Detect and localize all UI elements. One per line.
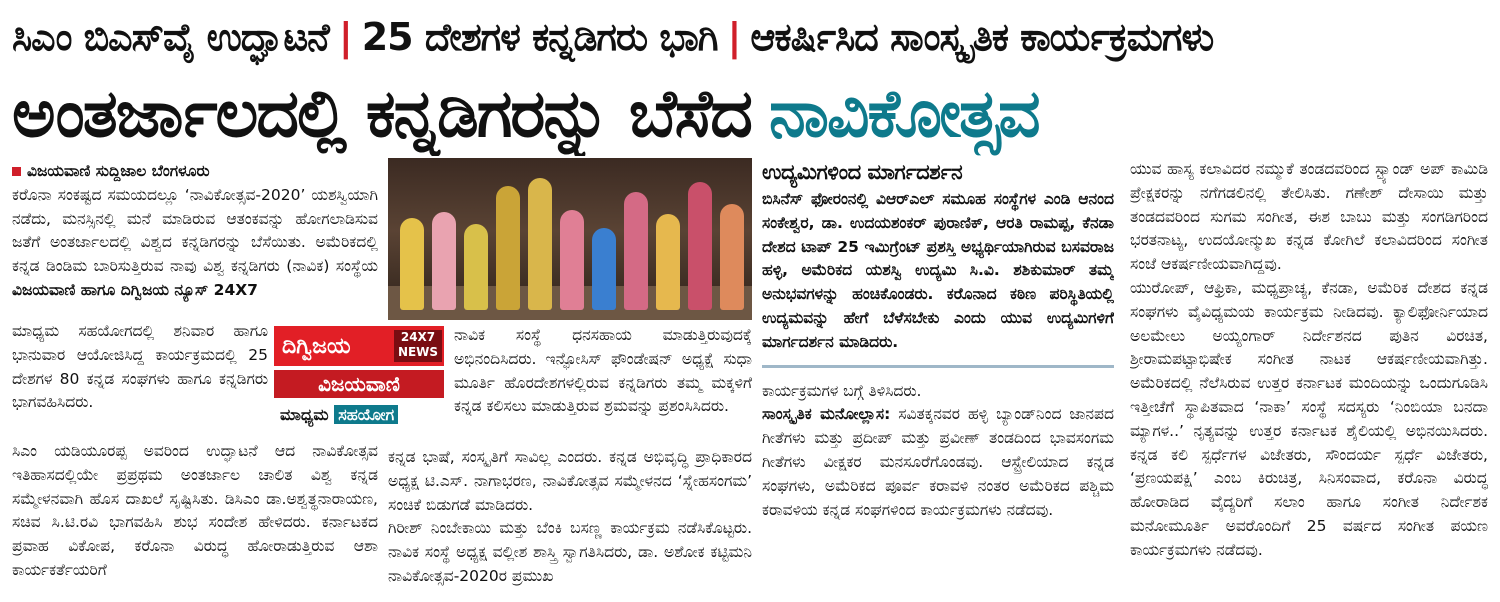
column-2	[454, 324, 752, 444]
kicker-part-2: 25 ದೇಶಗಳ ಕನ್ನಡಿಗರು ಭಾಗಿ	[361, 14, 718, 59]
column-3-text: ಸವಿತಕ್ಕನವರ ಹಳ್ಳಿ ಬ್ಯಾಂಡ್‌ನಿಂದ ಜಾನಪದ ಗೀತೆಗಳು ಮತ್ತು ಪ್ರದೀಪ್ ಮತ್ತು ಪ್ರವೀಣ್ ತಂಡದಿಂದ ಭಾವಸಂಗಮ ಗೀತೆಗಳು ವೀಕ್ಷಕರ ಮನಸೂರೆಗೊಂಡವು. ಆಸ್ಟ್ರೇಲಿಯಾದ ಕನ್ನಡ ಸಂಘಗಳು, ಅಮೆರಿಕದ ಪೂರ್ವ ಕರಾವಳಿ ನಂತರ ಅಮೆರಿಕದ ಪಶ್ಚಿಮ ಕರಾವಳಿಯ ಕನ್ನಡ ಸಂಘಗಳಿಂದ ಕಾರ್ಯಕ್ರಮಗಳು ನಡೆದವು.	[762, 405, 1114, 519]
photo-performer	[560, 210, 584, 310]
column-2-bottom	[388, 446, 752, 592]
media-partner-logo	[270, 322, 448, 436]
column-2-paragraph-3: ಗಿರೀಶ್ ನಿಂಬೇಕಾಯಿ ಮತ್ತು ಬೆಂಕಿ ಬಸಣ್ಣ ಕಾರ್ಯಕ್ರಮ ನಡೆಸಿಕೊಟ್ಟರು. ನಾವಿಕ ಸಂಸ್ಥೆ ಅಧ್ಯಕ್ಷ ವಲ್ಲೀಶ ಶಾಸ್ತ್ರಿ ಸ್ವಾಗತಿಸಿದರು, ಡಾ. ಅಶೋಕ ಕಟ್ಟಿಮನಿ ನಾವಿಕೋತ್ಸವ-2020ರ ಪ್ರಮುಖ	[388, 519, 752, 585]
photo-performer	[464, 224, 488, 310]
kicker-part-3: ಆಕರ್ಷಿಸಿದ ಸಾಂಸ್ಕೃತಿಕ ಕಾರ್ಯಕ್ರಮಗಳು	[750, 14, 1214, 59]
column-3-bold: ಸಾಂಸ್ಕೃತಿಕ ಮನೋಲ್ಲಾಸ:	[762, 405, 891, 424]
logo-media-suffix: ಸಹಯೋಗ	[334, 405, 398, 424]
photo-performer	[688, 182, 712, 310]
photo-performer	[624, 192, 648, 310]
kicker-separator: |	[338, 15, 352, 59]
kicker-part-1: ಸಿಎಂ ಬಿಎಸ್‌ವೈ ಉದ್ಘಾಟನೆ	[12, 14, 329, 59]
photo-performer	[592, 228, 616, 310]
column-1	[12, 160, 378, 320]
logo-paper: ವಿಜಯವಾಣಿ	[274, 370, 444, 398]
column-3-paragraph-1: ಬಿಸಿನೆಸ್ ಫೋರಂನಲ್ಲಿ ವಿಆರ್‌ಎಲ್ ಸಮೂಹ ಸಂಸ್ಥೆಗಳ ಎಂಡಿ ಆನಂದ ಸಂಕೇಶ್ವರ, ಡಾ. ಉದಯಶಂಕರ್ ಪುರಾಣಿಕ್, ಆರತಿ ರಾಮಪ್ಪ, ಕೆನಡಾ ದೇಶದ ಟಾಪ್ 25 ಇಮಿಗ್ರೆಂಟ್ ಪ್ರಶಸ್ತಿ ಅಭ್ಯರ್ಥಿಯಾಗಿರುವ ಬಸವರಾಜ ಹಳ್ಳಿ, ಅಮೆರಿಕದ ಯಶಸ್ವಿ ಉದ್ಯಮಿ ಸಿ.ವಿ. ಶಶಿಕುಮಾರ್ ತಮ್ಮ ಅನುಭವಗಳನ್ನು ಹಂಚಿಕೊಂಡರು. ಕರೊನಾದ ಕಠಿಣ ಪರಿಸ್ಥಿತಿಯಲ್ಲಿ ಉದ್ಯಮವನ್ನು ಹೇಗೆ ಬೆಳೆಸಬೇಕು ಎಂದು ಯುವ ಉದ್ಯಮಿಗಳಿಗೆ ಮಾರ್ಗದರ್ಶನ ಮಾಡಿದರು.	[762, 190, 1114, 351]
column-1-bottom	[12, 440, 378, 590]
column-2-paragraph-2: ಕನ್ನಡ ಭಾಷೆ, ಸಂಸ್ಕೃತಿಗೆ ಸಾವಿಲ್ಲ ಎಂದರು. ಕನ್ನಡ ಅಭಿವೃದ್ಧಿ ಪ್ರಾಧಿಕಾರದ ಅಧ್ಯಕ್ಷ ಟಿ.ಎಸ್. ನಾಗಾಭರಣ, ನಾವಿಕೋತ್ಸವ ಸಮ್ಮೇಳನದ ‘ಸ್ನೇಹಸಂಗಮ’ ಸಂಚಿಕೆ ಬಿಡುಗಡೆ ಮಾಡಿದರು.	[388, 448, 752, 514]
byline	[12, 160, 378, 184]
column-1-bold: ವಿಜಯವಾಣಿ ಹಾಗೂ ದಿಗ್ವಿಜಯ ನ್ಯೂಸ್ 24X7	[12, 280, 258, 299]
column-2-paragraph-1: ನಾವಿಕ ಸಂಸ್ಥೆ ಧನಸಹಾಯ ಮಾಡುತ್ತಿರುವುದಕ್ಕೆ ಅಭಿನಂದಿಸಿದರು. ಇನ್ಫೋಸಿಸ್ ಫೌಂಡೇಷನ್ ಅಧ್ಯಕ್ಷೆ ಸುಧಾ ಮೂರ್ತಿ ಹೊರದೇಶಗಳಲ್ಲಿರುವ ಕನ್ನಡಿಗರು ತಮ್ಮ ಮಕ್ಕಳಿಗೆ ಕನ್ನಡ ಕಲಿಸಲು ಮಾಡುತ್ತಿರುವ ಶ್ರಮವನ್ನು ಪ್ರಶಂಸಿಸಿದರು.	[454, 326, 752, 416]
column-1-paragraph-1	[12, 184, 378, 303]
column-1-text: ಕರೊನಾ ಸಂಕಷ್ಟದ ಸಮಯದಲ್ಲೂ ‘ನಾವಿಕೋತ್ಸವ-2020’ ಯಶಸ್ವಿಯಾಗಿ ನಡೆದು, ಮನಸ್ಸಿನಲ್ಲಿ ಮನೆ ಮಾಡಿರುವ ಆತಂಕವನ್ನು ಹೋಗಲಾಡಿಸುವ ಜತೆಗೆ ಅಂತರ್ಜಾಲದಲ್ಲಿ ವಿಶ್ವದ ಕನ್ನಡಿಗರನ್ನು ಬೆಸೆಯಿತು. ಅಮೆರಿಕದಲ್ಲಿ ಕನ್ನಡ ಡಿಂಡಿಮ ಬಾರಿಸುತ್ತಿರುವ ನಾವು ವಿಶ್ವ ಕನ್ನಡಿಗರು (ನಾವಿಕ) ಸಂಸ್ಥೆಯ	[12, 185, 378, 276]
logo-brand: ದಿಗ್ವಿಜಯ	[282, 333, 351, 359]
column-4-paragraph-2: ಯುರೋಪ್, ಆಫ್ರಿಕಾ, ಮಧ್ಯಪ್ರಾಚ್ಯ, ಕೆನಡಾ, ಅಮೆರಿಕ ದೇಶದ ಕನ್ನಡ ಸಂಘಗಳು ವೈವಿಧ್ಯಮಯ ಕಾರ್ಯಕ್ರಮ ನೀಡಿದವು. ಕ್ಯಾಲಿಫೋರ್ನಿಯಾದ ಅಲಮೇಲು ಅಯ್ಯಂಗಾರ್ ನಿರ್ದೇಶನದ ಪುತಿನ ವಿರಚಿತ, ಶ್ರೀರಾಮಪಟ್ಟಾಭಿಷೇಕ ಸಂಗೀತ ನಾಟಕ ಆಕರ್ಷಣೀಯವಾಗಿತ್ತು. ಅಮೆರಿಕದಲ್ಲಿ ನೆಲೆಸಿರುವ ಉತ್ತರ ಕರ್ನಾಟಕ ಮಂದಿಯನ್ನು ಒಂದುಗೂಡಿಸಿ ಇತ್ತೀಚೆಗೆ ಸ್ಥಾಪಿತವಾದ ‘ನಾಕಾ’ ಸಂಸ್ಥೆ ಸದಸ್ಯರು ‘ನಿಂಬಿಯಾ ಬನದಾ ಮ್ಯಾಗಳ..’ ನೃತ್ಯವನ್ನು ಉತ್ತರ ಕರ್ನಾಟಕ ಶೈಲಿಯಲ್ಲಿ ಅಭಿನಯಿಸಿದರು. ಕನ್ನಡ ಕಲಿ ಸ್ಪರ್ಧೆಗಳ ವಿಜೇತರು, ಸೌಂದರ್ಯ ಸ್ಪರ್ಧೆ ವಿಜೇತರು, ‘ಪ್ರಣಯಪಕ್ಷಿ’ ಎಂಬ ಕಿರುಚಿತ್ರ, ಸಿನಿಸಂವಾದ, ಕರೊನಾ ವಿರುದ್ಧ ಹೋರಾಡಿದ ವೈದ್ಯರಿಗೆ ಸಲಾಂ ಹಾಗೂ ಸಂಗೀತ ನಿರ್ದೇಶಕ ಮನೋಮೂರ್ತಿ ಅವರೊಂದಿಗೆ 25 ವರ್ಷದ ಸಂಗೀತ ಪಯಣ ಕಾರ್ಯಕ್ರಮಗಳು ನಡೆದವು.	[1130, 278, 1488, 559]
column-1-paragraph-2: ಸಿಎಂ ಯಡಿಯೂರಪ್ಪ ಅವರಿಂದ ಉದ್ಘಾಟನೆ ಆದ ನಾವಿಕೋತ್ಸವ ಇತಿಹಾಸದಲ್ಲಿಯೇ ಪ್ರಪ್ರಥಮ ಅಂತರ್ಜಾಲ ಚಾಲಿತ ವಿಶ್ವ ಕನ್ನಡ ಸಮ್ಮೇಳನವಾಗಿ ಹೊಸ ದಾಖಲೆ ಸೃಷ್ಟಿಸಿತು. ಡಿಸಿಎಂ ಡಾ.ಅಶ್ವತ್ಥನಾರಾಯಣ, ಸಚಿವ ಸಿ.ಟಿ.ರವಿ ಭಾಗವಹಿಸಿ ಶುಭ ಸಂದೇಶ ಹೇಳಿದರು. ಕರ್ನಾಟಕದ ಪ್ರವಾಹ ವಿಕೋಪ, ಕರೊನಾ ವಿರುದ್ಧ ಹೋರಾಡುತ್ತಿರುವ ಆಶಾ ಕಾರ್ಯಕರ್ತೆಯರಿಗೆ	[12, 442, 378, 579]
photo-performer	[528, 178, 552, 310]
byline-marker-icon	[12, 167, 21, 176]
byline-text: ವಿಜಯವಾಣಿ ಸುದ್ದಿಜಾಲ ಬೆಂಗಳೂರು	[27, 162, 210, 180]
photo-performer	[400, 218, 424, 310]
photo-performer	[432, 212, 456, 310]
column-3-divider	[762, 365, 1114, 368]
column-4-paragraph-1: ಯುವ ಹಾಸ್ಯ ಕಲಾವಿದರ ನಮ್ಮುಕೆ ತಂಡದವರಿಂದ ಸ್ಟ್ಯಾಂಡ್ ಅಪ್ ಕಾಮಿಡಿ ಪ್ರೇಕ್ಷಕರನ್ನು ನಗೆಗಡಲಿನಲ್ಲಿ ತೇಲಿಸಿತು. ಗಣೇಶ್ ದೇಸಾಯಿ ಮತ್ತು ತಂಡದವರಿಂದ ಸುಗಮ ಸಂಗೀತ, ಈಶ ಬಾಬು ಮತ್ತು ಸಂಗಡಿಗರಿಂದ ಭರತನಾಟ್ಯ, ಉದಯೋನ್ಮುಖ ಕನ್ನಡ ಕೋಗಿಲೆ ಕಲಾವಿದರಿಂದ ಸಂಗೀತ ಸಂಜೆ ಆಕರ್ಷಣೀಯವಾಗಿದ್ದವು.	[1130, 160, 1488, 274]
logo-media-partner	[280, 402, 440, 428]
headline-main: ಅಂತರ್ಜಾಲದಲ್ಲಿ ಕನ್ನಡಿಗರನ್ನು ಬೆಸೆದ	[12, 74, 751, 152]
headline-accent: ನಾವಿಕೋತ್ಸವ	[768, 74, 1039, 152]
kicker-separator: |	[727, 15, 741, 59]
column-4	[1130, 158, 1488, 594]
photo-performer	[656, 214, 680, 310]
photo-performer	[496, 186, 520, 310]
column-3-paragraph-3	[762, 403, 1114, 522]
column-3	[762, 158, 1114, 594]
logo-channel: 24X7 NEWS	[394, 330, 442, 362]
column-1-paragraph-1b: ಮಾಧ್ಯಮ ಸಹಯೋಗದಲ್ಲಿ ಶನಿವಾರ ಹಾಗೂ ಭಾನುವಾರ ಆಯೋಜಿಸಿದ್ದ ಕಾರ್ಯಕ್ರಮದಲ್ಲಿ 25 ದೇಶಗಳ 80 ಕನ್ನಡ ಸಂಘಗಳು ಹಾಗೂ ಕನ್ನಡಿಗರು ಭಾಗವಹಿಸಿದರು.	[12, 322, 268, 412]
column-1-lower	[12, 320, 268, 440]
event-photo	[388, 158, 752, 320]
headline	[12, 72, 1488, 156]
column-3-paragraph-2: ಕಾರ್ಯಕ್ರಮಗಳ ಬಗ್ಗೆ ತಿಳಿಸಿದರು.	[762, 381, 922, 400]
logo-media-prefix: ಮಾಧ್ಯಮ	[280, 405, 329, 424]
kicker	[12, 6, 1488, 68]
column-3-subhead: ಉದ್ಯಮಿಗಳಿಂದ ಮಾರ್ಗದರ್ಶನ	[762, 160, 963, 184]
photo-performer	[720, 204, 744, 310]
